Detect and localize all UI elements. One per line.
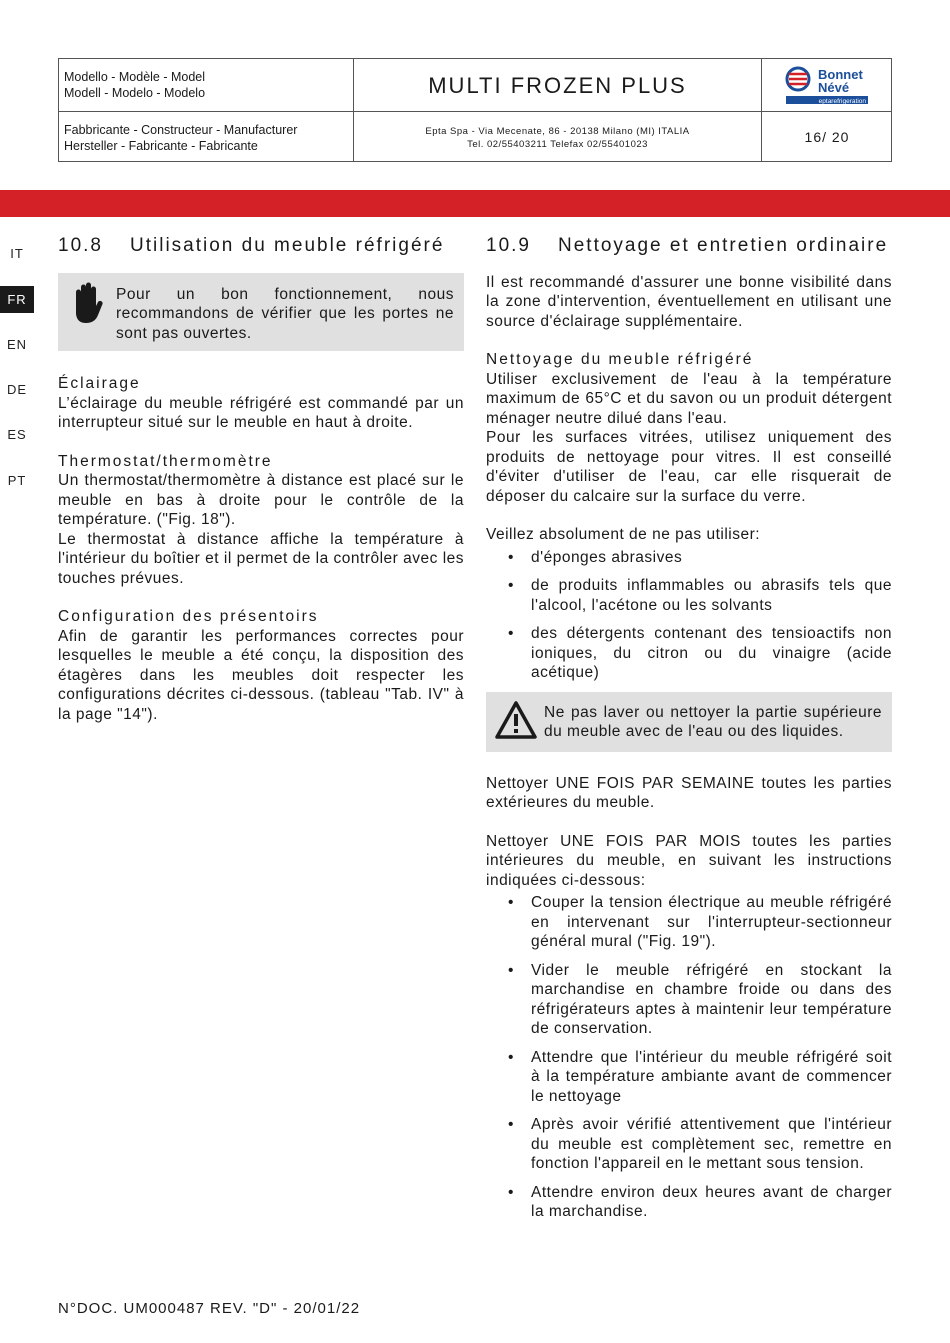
config-title: Configuration des présentoirs: [58, 608, 319, 625]
avoid-intro: Veillez absolument de ne pas utiliser:: [486, 526, 761, 543]
lang-tab-it[interactable]: IT: [10, 246, 24, 261]
lang-tab-pt[interactable]: PT: [7, 473, 27, 488]
lang-tab-en[interactable]: EN: [6, 337, 28, 352]
lang-tab-fr[interactable]: FR: [0, 286, 34, 313]
eclairage-text: L’éclairage du meuble réfrigéré est commandé par un interrupteur situé sur le meuble en haut à droite.: [58, 394, 464, 431]
warning-box: [486, 692, 892, 752]
red-band: [0, 190, 950, 217]
eclairage-title: Éclairage: [58, 375, 141, 392]
monthly-list: [486, 893, 892, 1222]
avoid-list: [486, 548, 892, 683]
config-text: Afin de garantir les performances correctes pour lesquelles le meuble a été conçu, la disposition des étagères dans les meubles doit respecter les configurations décrites ci-dessous. (tableau "Tab. IV" à la page "14").: [58, 627, 464, 723]
maker-label: Fabbricante - Constructeur - Manufacturer Hersteller - Fabricante - Fabricante: [64, 123, 298, 153]
note-box: [58, 273, 464, 352]
thermo-text-2: Le thermostat à distance affiche la température à l'intérieur du boîtier et il permet de la contrôler avec les touches prévues.: [58, 530, 465, 587]
monthly-text: Nettoyer UNE FOIS PAR MOIS toutes les parties intérieures du meuble, en suivant les instructions indiquées ci-dessous:: [486, 832, 892, 889]
thermo-text-1: Un thermostat/thermomètre à distance est placé sur le meuble en bas à droite pour le contrôle de la température. ("Fig. 18").: [58, 472, 464, 528]
section-heading-10-9: 10.9 Nettoyage et entretien ordinaire: [486, 235, 889, 256]
clean-text-1: Utiliser exclusivement de l'eau à la température maximum de 65°C et du savon ou un produit détergent ménager neutre dilué dans l'eau.: [486, 370, 892, 427]
intro-text: Il est recommandé d'assurer une bonne visibilité dans la zone d'intervention, éventuellement en utilisant une source d'éclairage supplémentaire.: [486, 273, 892, 330]
list-item: • Attendre environ deux heures avant de charger la marchandise.: [531, 1183, 892, 1222]
model-label: Modello - Modèle - Model Modell - Modelo - Modelo: [64, 70, 206, 100]
lang-tab-es[interactable]: ES: [7, 427, 27, 442]
warning-text: Ne pas laver ou nettoyer la partie supérieure du meuble avec de l'eau ou des liquides.: [544, 703, 882, 740]
list-item: • d'éponges abrasives: [531, 548, 892, 568]
company-address: Epta Spa - Via Mecenate, 86 - 20138 Milano (MI) ITALIA Tel. 02/55403211 Telefax 02/55401023: [425, 126, 690, 150]
document-footer: N°DOC. UM000487 REV. "D" - 20/01/22: [58, 1300, 361, 1317]
lang-tab-de[interactable]: DE: [6, 382, 28, 397]
warning-icon: [494, 700, 538, 746]
stop-hand-icon: [70, 282, 104, 330]
list-item: • Couper la tension électrique au meuble réfrigéré en intervenant sur l'interrupteur-sectionneur général mural ("Fig. 19").: [531, 893, 892, 952]
list-item: • Attendre que l'intérieur du meuble réfrigéré soit à la température ambiante avant de commencer le nettoyage: [531, 1048, 892, 1107]
document-header: [58, 58, 892, 162]
right-column: [486, 236, 892, 1231]
weekly-text: Nettoyer UNE FOIS PAR SEMAINE toutes les parties extérieures du meuble.: [486, 774, 892, 811]
list-item: • Après avoir vérifié attentivement que l'intérieur du meuble est complètement sec, remettre en fonction l'appareil en le mettant sous tension.: [531, 1115, 892, 1174]
page-number: 16/ 20: [804, 129, 850, 145]
clean-title: Nettoyage du meuble réfrigéré: [486, 351, 754, 368]
clean-text-2: Pour les surfaces vitrées, utilisez uniquement des produits de nettoyage pour vitres. Il est conseillé d'éviter d'utiliser de l'eau, car elle risquerait de déposer du calcaire sur la surface du verre.: [486, 429, 892, 505]
section-heading-10-8: 10.8 Utilisation du meuble réfrigéré: [58, 235, 445, 256]
list-item: • Vider le meuble réfrigéré en stockant la marchandise en chambre froide ou dans des réfrigérateurs aptes à maintenir leur température de conservation.: [531, 961, 892, 1039]
bonnet-neve-logo: [762, 59, 892, 111]
document-title: MULTI FROZEN PLUS: [428, 73, 687, 98]
thermo-title: Thermostat/thermomètre: [58, 452, 273, 470]
logo-line1: Bonnet: [818, 67, 863, 82]
logo-sub: eptarefrigeration: [818, 98, 866, 105]
list-item: • des détergents contenant des tensioactifs non ioniques, du citron ou du vinaigre (acide acétique): [531, 624, 892, 683]
list-item: • de produits inflammables ou abrasifs tels que l'alcool, l'acétone ou les solvants: [531, 576, 892, 615]
left-column: [58, 236, 464, 724]
note-text: Pour un bon fonctionnement, nous recommandons de vérifier que les portes ne sont pas ouvertes.: [116, 285, 454, 342]
logo-line2: Névé: [818, 80, 850, 95]
